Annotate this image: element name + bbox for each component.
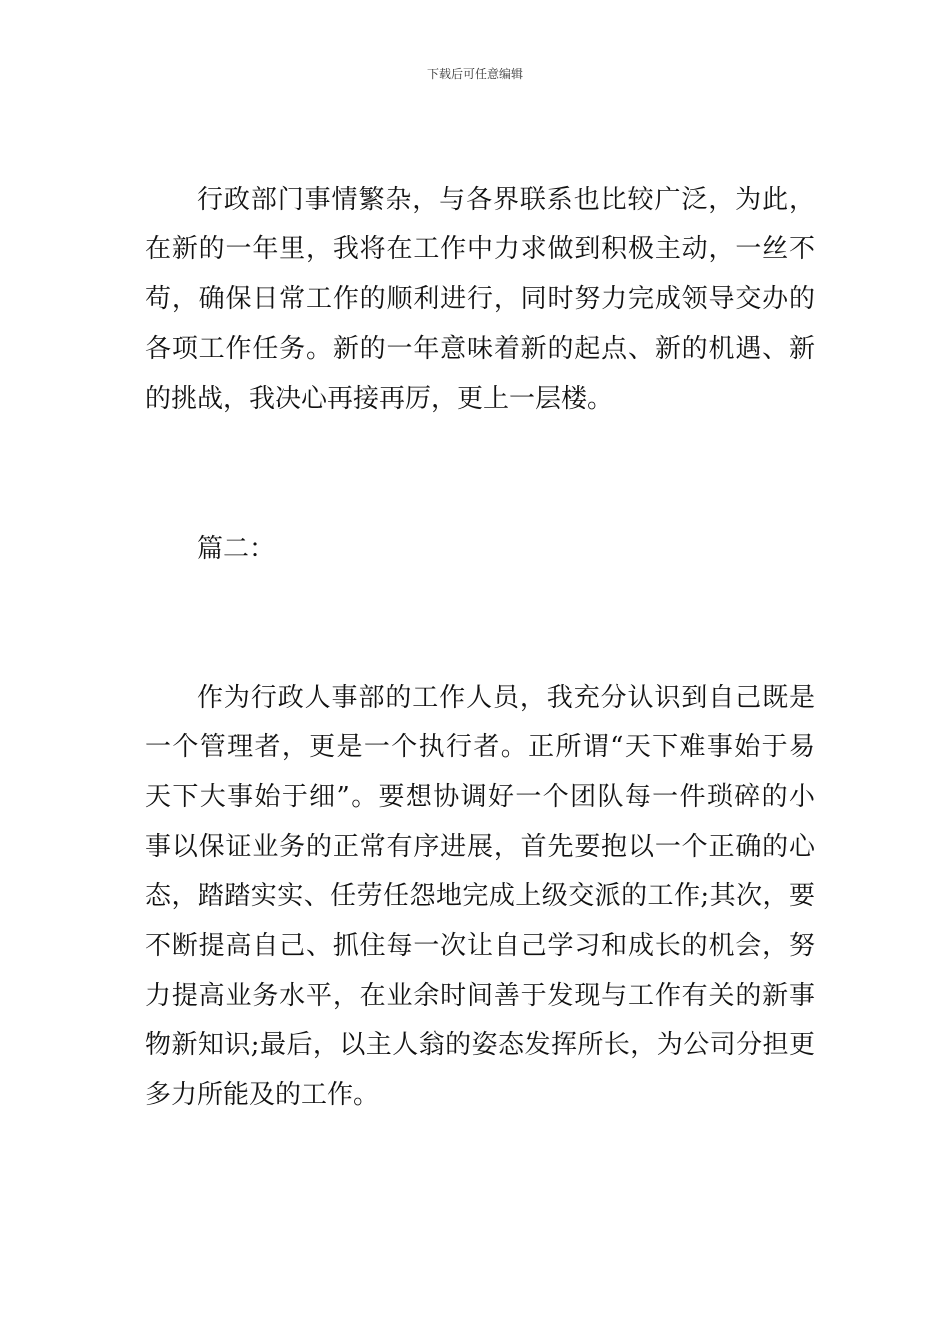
- paragraph-1-line-1: 行政部门事情繁杂，与各界联系也比较广泛，为此，: [197, 185, 815, 215]
- section-heading: 篇二：: [197, 534, 276, 564]
- paragraph-1-line-5: 的挑战，我决心再接再厉，更上一层楼。: [145, 384, 614, 414]
- paragraph-2-line-9: 多力所能及的工作。: [145, 1080, 380, 1110]
- paragraph-2-line-4: 事以保证业务的正常有序进展，首先要抱以一个正确的心: [145, 832, 815, 862]
- page-header: 下载后可任意编辑: [426, 67, 523, 81]
- paragraph-1-line-4: 各项工作任务。新的一年意味着新的起点、新的机遇、新: [145, 334, 815, 364]
- paragraph-2-line-5: 态，踏踏实实、任劳任怨地完成上级交派的工作;其次，要: [145, 881, 815, 911]
- paragraph-1-line-2: 在新的一年里，我将在工作中力求做到积极主动，一丝不: [145, 234, 815, 264]
- paragraph-2-line-3: 天下大事始于细”。要想协调好一个团队每一件琐碎的小: [145, 782, 815, 812]
- paragraph-2-line-6: 不断提高自己、抓住每一次让自己学习和成长的机会，努: [145, 931, 815, 961]
- paragraph-2-line-8: 物新知识;最后，以主人翁的姿态发挥所长，为公司分担更: [145, 1030, 815, 1060]
- paragraph-1-line-3: 苟，确保日常工作的顺利进行，同时努力完成领导交办的: [145, 284, 815, 314]
- paragraph-2-line-7: 力提高业务水平，在业余时间善于发现与工作有关的新事: [145, 981, 815, 1011]
- paragraph-2-line-1: 作为行政人事部的工作人员，我充分认识到自己既是: [197, 683, 815, 713]
- paragraph-2-line-2: 一个管理者，更是一个执行者。正所谓“天下难事始于易: [145, 732, 815, 762]
